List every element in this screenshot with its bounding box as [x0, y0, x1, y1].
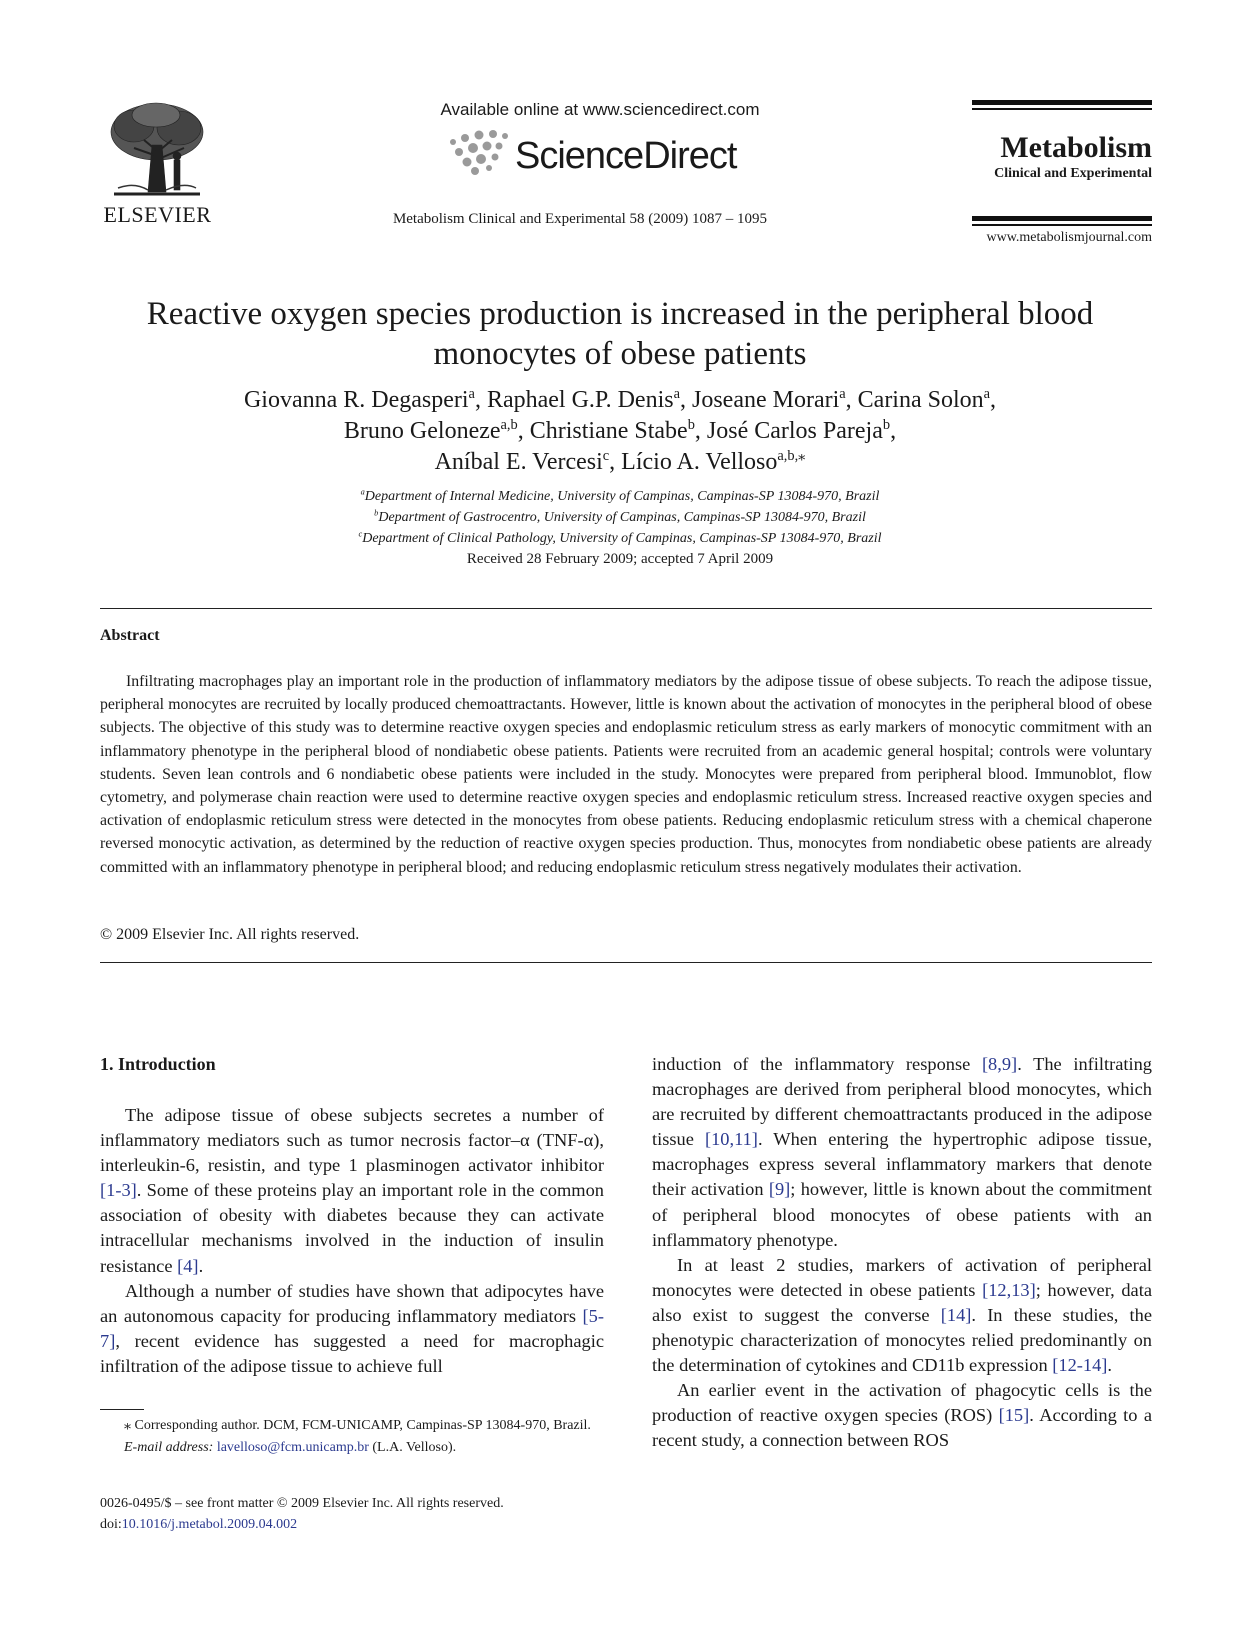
text-run: Although a number of studies have shown that adipocytes have an autonomous capacity for producing inflammatory mediators: [100, 1280, 604, 1326]
text-run: .: [198, 1255, 204, 1276]
doi-line: [100, 1514, 604, 1535]
author-list: [140, 385, 1100, 478]
affiliation-mark: b: [374, 508, 379, 518]
header-rule: [972, 108, 1152, 110]
text-run: ; however, data also exist to suggest the converse: [652, 1279, 1152, 1325]
text-run: In at least 2 studies, markers of activation of peripheral monocytes were detected in obese patients: [652, 1254, 1152, 1300]
affiliation: [200, 507, 1040, 528]
citation-link[interactable]: [1-3]: [100, 1180, 137, 1201]
author-name: Christiane Stabe: [529, 418, 688, 444]
author-name: Carina Solon: [857, 387, 984, 413]
author-separator: ,: [845, 387, 858, 413]
author-name: Lício A. Velloso: [621, 449, 778, 475]
affiliations: [200, 486, 1040, 549]
journal-website-link[interactable]: www.metabolismjournal.com: [986, 230, 1152, 245]
doi-link[interactable]: 10.1016/j.metabol.2009.04.002: [121, 1517, 298, 1532]
citation-link[interactable]: [8,9]: [981, 1054, 1018, 1074]
sciencedirect-logo: ScienceDirect: [515, 135, 737, 177]
author-affiliation-mark: a: [468, 386, 475, 402]
received-dates: Received 28 February 2009; accepted 7 April 2009: [466, 551, 774, 567]
footnote-rule: [100, 1409, 144, 1410]
paragraph: [652, 1052, 1152, 1253]
affiliation: [200, 486, 1040, 507]
paragraph: [652, 1253, 1152, 1378]
affiliation-mark: c: [358, 529, 363, 539]
front-matter: [100, 1493, 604, 1535]
text-run: . Some of these proteins play an important role in the common association of obesity with diabetes because they can activate intracellular mechanisms involved in the induction of insulin resistance: [100, 1180, 604, 1276]
journal-name: Metabolism: [1000, 131, 1152, 164]
paragraph: [100, 1103, 604, 1279]
available-online[interactable]: Available online at www.sciencedirect.com: [440, 100, 760, 119]
title-line: monocytes of obese patients: [433, 336, 807, 372]
citation-link[interactable]: [14]: [940, 1304, 972, 1325]
text-run: . When entering the hypertrophic adipose tissue, macrophages express several inflammatory markers that denote their activation: [652, 1129, 1152, 1200]
copyright: © 2009 Elsevier Inc. All rights reserved.: [100, 926, 360, 943]
article-title: [80, 294, 1160, 374]
citation-link[interactable]: [12,13]: [982, 1279, 1036, 1300]
author-affiliation-mark: a: [839, 386, 846, 402]
author-name: José Carlos Pareja: [706, 418, 883, 444]
author-name: Raphael G.P. Denis: [486, 387, 674, 413]
abstract-body: [100, 670, 1152, 879]
author-separator: ,: [609, 449, 622, 475]
author-affiliation-mark: b: [882, 417, 891, 433]
section-heading: 1. Introduction: [100, 1054, 216, 1074]
text-run: The adipose tissue of obese subjects secretes a number of inflammatory mediators such as tumor necrosis factor–α (TNF-α), interleukin-6, resistin, and type 1 plasminogen activator inhibitor: [100, 1105, 604, 1176]
publisher-name: ELSEVIER: [103, 202, 212, 227]
author-separator: ,: [694, 418, 707, 444]
abstract-text: Infiltrating macrophages play an important role in the production of inflammatory mediators by the adipose tissue of obese subjects. To reach the adipose tissue, peripheral monocytes are recruited by locally produced chemoattractants. However, little is known about the activation of monocytes in the peripheral blood of obese subjects. The objective of this study was to determine reactive oxygen species and endoplasmic reticulum stress as early markers of monocytic commitment with an inflammatory phenotype in the peripheral blood of nondiabetic obese patients. Patients were recruited from an academic general hospital; controls were voluntary students. Seven lean controls and 6 nondiabetic obese patients were included in the study. Monocytes were prepared from peripheral blood. Immunoblot, flow cytometry, and polymerase chain reaction were used to determine reactive oxygen species and endoplasmic reticulum stress. Increased reactive oxygen species and activation of endoplasmic reticulum stress were detected in the monocytes from obese patients. Reducing endoplasmic reticulum stress with a chemical chaperone reversed monocytic activation, as determined by the reduction of reactive oxygen species production. Thus, monocytes from nondiabetic obese patients are already committed with an inflammatory phenotype in peripheral blood; and reducing endoplasmic reticulum stress negatively modulates their activation.: [100, 673, 1152, 876]
author-separator: ,: [474, 387, 487, 413]
corresponding-author: ⁎ Corresponding author. DCM, FCM-UNICAMP, Campinas-SP 13084-970, Brazil.: [124, 1418, 591, 1433]
author-name: Joseane Morari: [691, 387, 840, 413]
citation-link[interactable]: [5-7]: [100, 1305, 604, 1351]
doi-label: doi:: [100, 1517, 122, 1532]
author-affiliation-mark: a,b,⁎: [777, 448, 806, 464]
text-run: . In these studies, the phenotypic characterization of monocytes relied predominantly on the determination of cytokines and CD11b expression: [652, 1304, 1152, 1376]
affiliation: [200, 528, 1040, 549]
author-separator: ,: [990, 387, 997, 413]
text-run: .: [1107, 1355, 1113, 1376]
author-affiliation-mark: c: [602, 448, 610, 464]
section-divider: [100, 962, 1152, 963]
author-separator: ,: [679, 387, 692, 413]
right-column: [652, 1052, 1152, 1454]
text-run: An earlier event in the activation of phagocytic cells is the production of reactive oxygen species (ROS): [652, 1380, 1152, 1426]
journal-citation: Metabolism Clinical and Experimental 58 (2009) 1087 – 1095: [392, 211, 768, 227]
affiliation-mark: a: [360, 487, 365, 497]
paragraph: [652, 1378, 1152, 1453]
email-label: E-mail address:: [124, 1440, 214, 1455]
author-affiliation-mark: b: [687, 417, 695, 433]
author-name: Aníbal E. Vercesi: [434, 449, 603, 475]
citation-link[interactable]: [9]: [768, 1179, 791, 1200]
text-run: . According to a recent study, a connection between ROS: [652, 1405, 1152, 1451]
elsevier-logo: [100, 100, 215, 228]
author-affiliation-mark: a: [673, 386, 680, 402]
author-name: Giovanna R. Degasperi: [243, 387, 469, 413]
journal-subtitle: Clinical and Experimental: [994, 166, 1152, 181]
paragraph: [100, 1279, 604, 1379]
affiliation-text: Department of Internal Medicine, University of Campinas, Campinas-SP 13084-970, Brazil: [364, 489, 880, 504]
citation-link[interactable]: [12-14]: [1052, 1355, 1108, 1376]
text-run: induction of the inflammatory response: [652, 1054, 982, 1074]
sciencedirect-dots-icon: [445, 130, 515, 176]
header-rule: [972, 216, 1152, 221]
affiliation-text: Department of Gastrocentro, University of Campinas, Campinas-SP 13084-970, Brazil: [378, 510, 866, 525]
author-separator: ,: [517, 418, 530, 444]
author-affiliation-mark: a,b: [500, 417, 518, 433]
author-separator: ,: [890, 418, 897, 444]
text-run: ; however, little is known about the commitment of peripheral blood monocytes of obese patients with an inflammatory phenotype.: [652, 1179, 1152, 1250]
header-rule: [972, 224, 1152, 226]
citation-link[interactable]: [4]: [177, 1255, 199, 1276]
affiliation-text: Department of Clinical Pathology, University of Campinas, Campinas-SP 13084-970, Brazil: [362, 531, 882, 546]
citation-link[interactable]: [10,11]: [704, 1129, 758, 1150]
header-rule: [972, 100, 1152, 105]
text-run: , recent evidence has suggested a need for macrophagic infiltration of the adipose tissue to achieve full: [100, 1330, 604, 1376]
author-affiliation-mark: a: [983, 386, 991, 402]
email-link[interactable]: lavelloso@fcm.unicamp.br: [216, 1440, 369, 1455]
footnote: [100, 1415, 604, 1459]
abstract-heading: Abstract: [100, 627, 160, 644]
author-name: Bruno Geloneze: [343, 418, 501, 444]
elsevier-tree-icon: [104, 100, 210, 200]
section-divider: [100, 608, 1152, 609]
email-line: [100, 1437, 604, 1459]
text-run: . The infiltrating macrophages are derived from peripheral blood monocytes, which are recruited by different chemoattractants produced in the adipose tissue: [652, 1054, 1152, 1150]
title-line: Reactive oxygen species production is increased in the peripheral blood: [146, 296, 1094, 332]
email-owner: (L.A. Velloso).: [372, 1440, 457, 1455]
citation-link[interactable]: [15]: [998, 1405, 1030, 1426]
issn-line: 0026-0495/$ – see front matter © 2009 Elsevier Inc. All rights reserved.: [100, 1496, 504, 1511]
left-column: [100, 1103, 604, 1379]
